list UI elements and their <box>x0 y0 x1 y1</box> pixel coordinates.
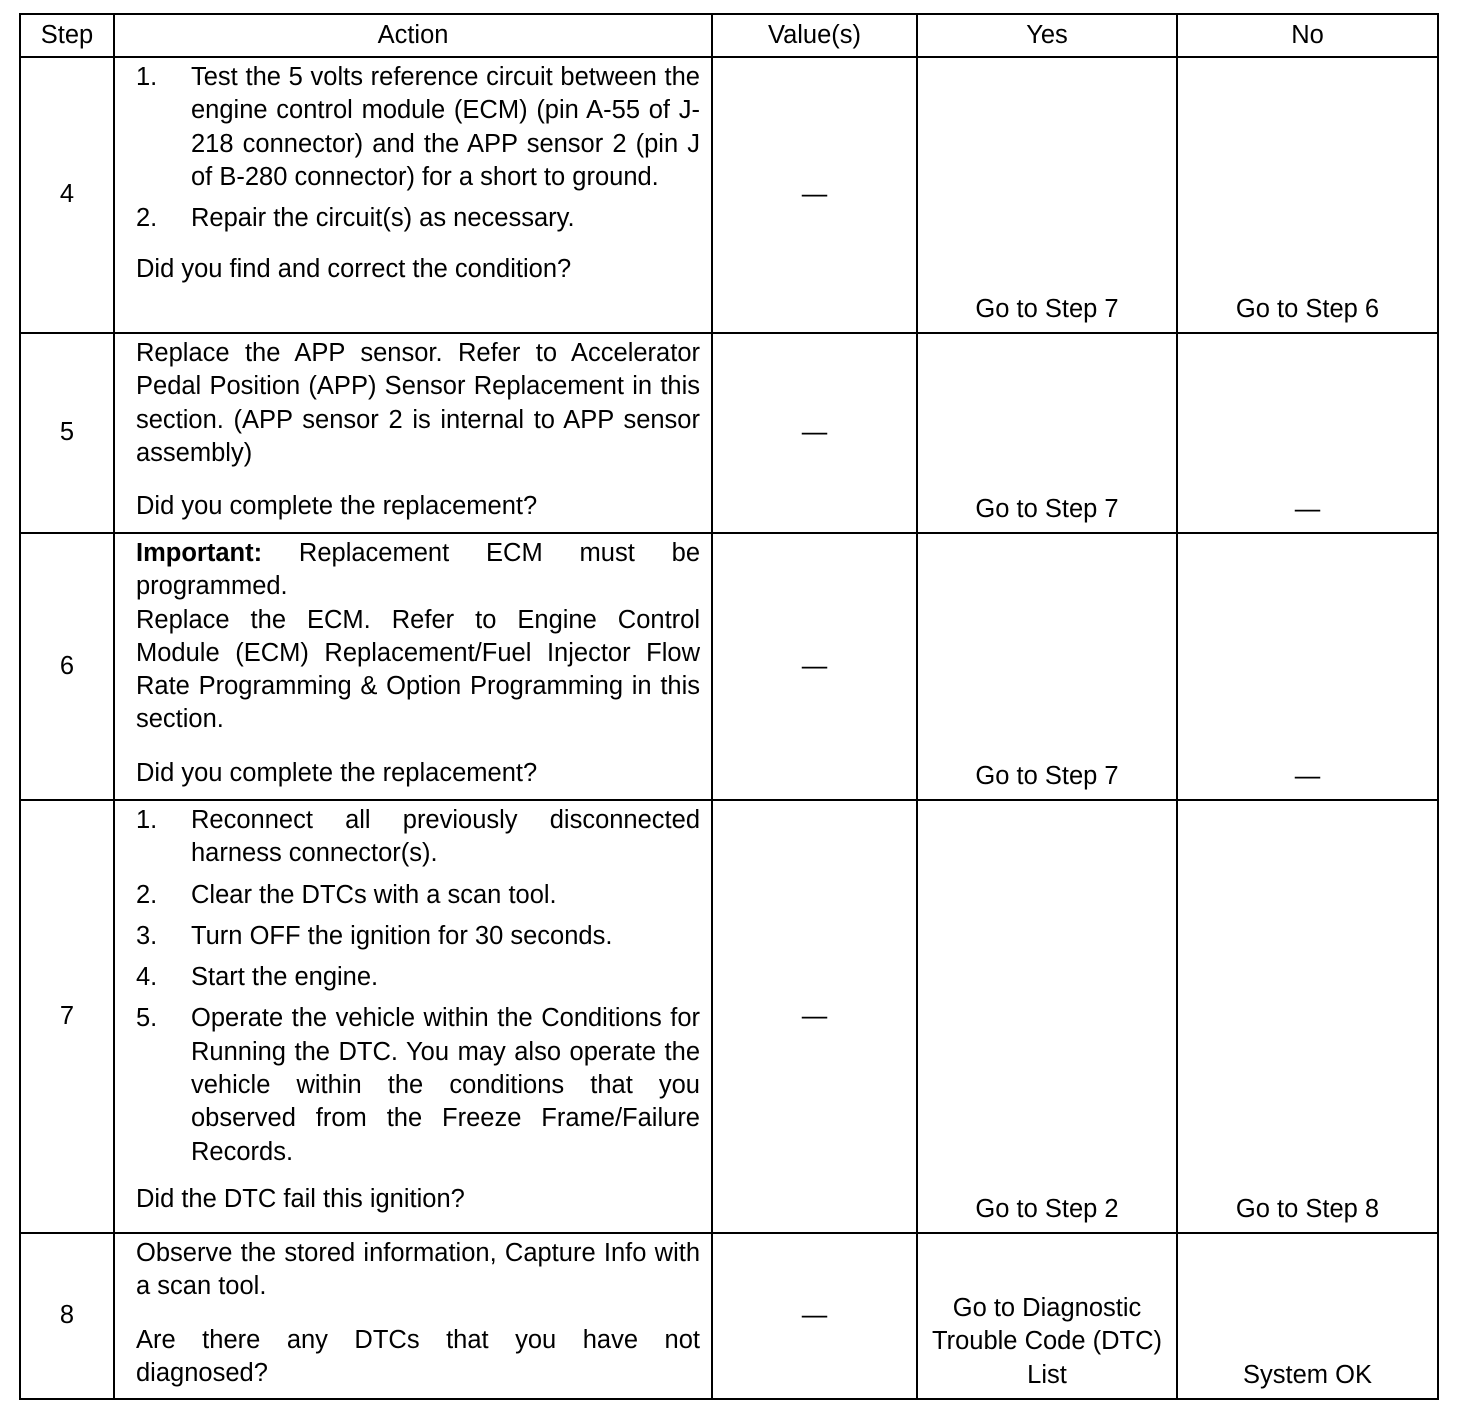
table-row-step-5 <box>20 333 1438 533</box>
value-cell: — <box>712 57 917 333</box>
action-text: Replace the APP sensor. Refer to Accelerator Pedal Position (APP) Sensor Replacement in this section. (APP sensor 2 is internal to APP sensor assembly) <box>136 339 700 467</box>
action-question: Did you complete the replacement? <box>136 758 538 787</box>
action-question: Did the DTC fail this ignition? <box>136 1184 465 1213</box>
action-question: Did you complete the replacement? <box>136 492 538 521</box>
step-number: 6 <box>20 533 114 800</box>
action-list <box>136 804 700 1169</box>
list-item: 1. Reconnect all previously disconnected harness connector(s). <box>136 806 700 868</box>
action-list <box>136 61 700 235</box>
header-yes: Yes <box>917 14 1177 57</box>
no-cell: Go to Step 6 <box>1177 57 1438 333</box>
list-item: 5. Operate the vehicle within the Conditions for Running the DTC. You may also operate the vehicle within the conditions that you observed from the Freeze Frame/Failure Records. <box>136 1004 700 1166</box>
yes-cell: Go to Diagnostic Trouble Code (DTC) List <box>917 1233 1177 1399</box>
no-cell: Go to Step 8 <box>1177 800 1438 1233</box>
value-cell: — <box>712 800 917 1233</box>
header-row <box>20 14 1438 57</box>
important-text: Replacement ECM must be programmed. <box>136 539 700 601</box>
header-action: Action <box>114 14 712 57</box>
yes-cell: Go to Step 2 <box>917 800 1177 1233</box>
step-number: 5 <box>20 333 114 533</box>
yes-cell: Go to Step 7 <box>917 333 1177 533</box>
list-item: 2. Clear the DTCs with a scan tool. <box>136 880 557 909</box>
action-cell <box>114 57 712 333</box>
table-row-step-6 <box>20 533 1438 800</box>
table-row-step-4 <box>20 57 1438 333</box>
value-cell: — <box>712 333 917 533</box>
yes-cell: Go to Step 7 <box>917 533 1177 800</box>
no-cell: — <box>1177 533 1438 800</box>
no-cell: System OK <box>1177 1233 1438 1399</box>
list-item: 2. Repair the circuit(s) as necessary. <box>136 204 575 233</box>
action-cell <box>114 800 712 1233</box>
list-item: 1. Test the 5 volts reference circuit between the engine control module (ECM) (pin A-55 of J-218 connector) and the APP sensor 2 (pin J of B-280 connector) for a short to ground. <box>136 63 700 191</box>
action-question: Did you find and correct the condition? <box>136 255 572 284</box>
header-no: No <box>1177 14 1438 57</box>
yes-cell: Go to Step 7 <box>917 57 1177 333</box>
step-number: 4 <box>20 57 114 333</box>
value-cell: — <box>712 1233 917 1399</box>
action-cell <box>114 1233 712 1399</box>
action-cell <box>114 333 712 533</box>
important-note <box>136 537 700 604</box>
no-cell: — <box>1177 333 1438 533</box>
table-row-step-8 <box>20 1233 1438 1399</box>
list-item: 4. Start the engine. <box>136 963 379 992</box>
action-question: Are there any DTCs that you have not diagnosed? <box>136 1325 700 1387</box>
list-item: 3. Turn OFF the ignition for 30 seconds. <box>136 921 613 950</box>
step-number: 8 <box>20 1233 114 1399</box>
important-label: Important: <box>136 539 263 567</box>
diagnostic-table <box>19 13 1439 1400</box>
table-row-step-7 <box>20 800 1438 1233</box>
action-text: Observe the stored information, Capture Info with a scan tool. <box>136 1239 700 1301</box>
header-step: Step <box>20 14 114 57</box>
value-cell: — <box>712 533 917 800</box>
action-cell <box>114 533 712 800</box>
action-text: Replace the ECM. Refer to Engine Control Module (ECM) Replacement/Fuel Injector Flow Rate Programming & Option Programming in this section. <box>136 605 700 734</box>
header-values: Value(s) <box>712 14 917 57</box>
step-number: 7 <box>20 800 114 1233</box>
